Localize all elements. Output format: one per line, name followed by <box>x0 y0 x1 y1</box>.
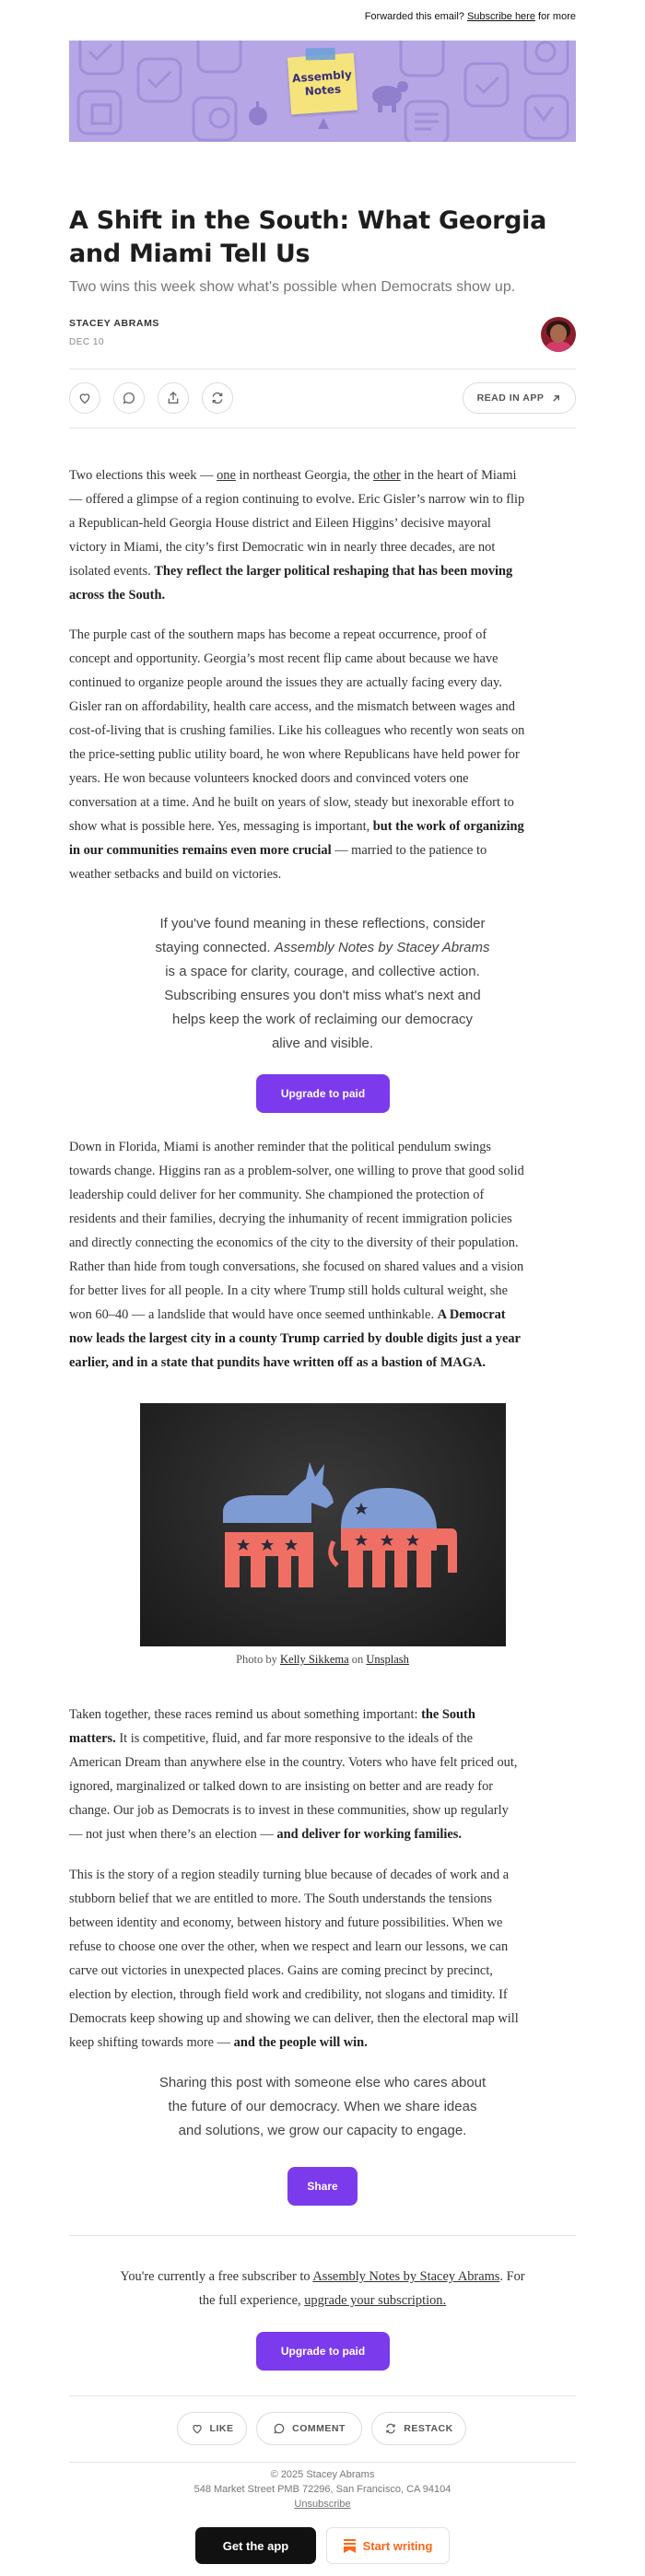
share-icon <box>166 391 181 405</box>
donkey-icon <box>223 1462 334 1587</box>
share-cta <box>129 2071 516 2143</box>
p2-line: The purple cast of the southern maps has become a repeat occurrence, proof of <box>69 627 487 642</box>
comment-icon <box>122 391 136 405</box>
p2-line: the price-setting public utility board, he won where Republicans have held power for <box>69 747 520 762</box>
p5-line: between identity and economy, between history and future possibilities. When we <box>69 1915 503 1930</box>
p1-line: a Republican-held Georgia House district and Eileen Higgins’ decisive mayoral <box>69 516 491 531</box>
bold-span: but the work of organizing <box>372 819 524 834</box>
restack-label: RESTACK <box>404 2423 453 2434</box>
read-in-app-button[interactable] <box>463 382 576 414</box>
italic-publication-name: Assembly Notes by Stacey Abrams <box>274 940 490 955</box>
bold-span: earlier, and in a state that pundits have written off as a bastion of MAGA. <box>69 1355 486 1370</box>
p3-line: towards change. Higgins ran as a problem-solver, one willing to prove that good solid <box>69 1164 524 1178</box>
heart-icon <box>191 2422 204 2435</box>
restack-button[interactable] <box>202 382 233 414</box>
bold-span: A Democrat <box>437 1307 506 1322</box>
p2-line: cost-of-living that is crushing families. Like his colleagues who recently won seats on <box>69 723 525 738</box>
p5-line: stubborn belief that we are entitled to more. The South understands the tensions <box>69 1891 492 1906</box>
start-writing-button[interactable] <box>326 2527 450 2564</box>
forwarded-notice <box>365 11 576 22</box>
divider-subscriber <box>69 2235 576 2236</box>
bold-span: and the people will win. <box>233 2035 368 2050</box>
subscribe-cta <box>129 912 516 1056</box>
p2-line <box>69 838 576 862</box>
donkey-elephant-photo[interactable] <box>140 1403 506 1646</box>
text-span: the full experience, <box>198 2293 305 2308</box>
text-span: . For <box>499 2269 525 2284</box>
text-span: Two elections this week — <box>69 468 217 483</box>
bold-span: across the South. <box>69 588 166 603</box>
text-span: on <box>348 1653 367 1666</box>
bold-span: in our communities remains even more crucial <box>69 843 332 858</box>
divider-bottom-actions <box>69 2395 576 2396</box>
text-span: Taken together, these races remind us about something important: <box>69 1707 422 1722</box>
subscriber-notice <box>88 2265 557 2313</box>
paragraph-3 <box>69 1135 576 1375</box>
cta-line: If you've found meaning in these reflections, consider <box>159 916 486 931</box>
unsubscribe-link[interactable]: Unsubscribe <box>294 2499 351 2510</box>
p2-line: conversation at a time. And he built on years of slow, steady but inexorable effort to <box>69 795 514 810</box>
p4-line <box>69 1703 576 1727</box>
restack-icon <box>210 391 225 405</box>
p5-line: This is the story of a region steadily turning blue because of decades of work and a <box>69 1868 510 1882</box>
comment-label: COMMENT <box>292 2423 346 2434</box>
share-post-button[interactable]: Share <box>287 2167 358 2206</box>
text-span: show what is possible here. Yes, messaging is important, <box>69 819 373 834</box>
share-button[interactable] <box>158 382 189 414</box>
cta-line: and solutions, we grow our capacity to engage. <box>178 2123 467 2138</box>
comment-button[interactable] <box>113 382 145 414</box>
restack-icon <box>384 2422 397 2435</box>
text-span: You're currently a free subscriber to <box>120 2269 313 2284</box>
p4-line <box>69 1727 576 1751</box>
post-subtitle: Two wins this week show what's possible when Democrats show up. <box>69 279 516 295</box>
bold-span: the South <box>421 1707 475 1722</box>
divider-footer <box>69 2462 576 2463</box>
bold-span: They reflect the larger political reshaping that has been moving <box>154 564 513 579</box>
for-more-text: for more <box>538 11 576 22</box>
get-the-app-button[interactable]: Get the app <box>195 2527 316 2564</box>
restack-pill-button[interactable] <box>371 2412 466 2445</box>
comment-icon <box>273 2422 286 2435</box>
p2-line: concept and opportunity. Georgia’s most recent flip came about because we have <box>69 651 498 666</box>
avatar-face <box>550 324 567 343</box>
post-title[interactable] <box>69 205 576 271</box>
photo-caption <box>69 1653 576 1667</box>
p3-line: residents and their families, decrying the inhumanity of recent immigration policies <box>69 1212 512 1226</box>
p2-line: years. He won because volunteers knocked doors and convinced voters one <box>69 771 469 786</box>
p4-line: change. Our job as Democrats is to invest in these communities, show up regularly <box>69 1803 509 1818</box>
p2-line <box>69 814 576 838</box>
link-one[interactable]: one <box>217 468 236 483</box>
p5-line: refuse to choose one over the other, when we respect and learn our lessons, we can <box>69 1939 509 1954</box>
paragraph-2 <box>69 623 576 886</box>
upgrade-subscription-link[interactable]: upgrade your subscription. <box>304 2293 447 2308</box>
p1-line <box>69 559 576 583</box>
elephant-icon <box>331 1488 457 1587</box>
p2-line: Gisler ran on affordability, health care access, and the mismatch between wages and <box>69 699 515 714</box>
cta-line: alive and visible. <box>271 1036 374 1051</box>
link-other[interactable]: other <box>373 468 401 483</box>
p1-line: victory in Miami, the city’s first Democratic win in nearly three decades, are not <box>69 540 496 555</box>
p4-line: American Dream than anywhere else in the country. Voters who have felt priced out, <box>69 1755 518 1770</box>
p3-line: Down in Florida, Miami is another reminder that the political pendulum swings <box>69 1140 492 1154</box>
publication-link[interactable]: Assembly Notes by Stacey Abrams <box>312 2269 500 2284</box>
post-date: DEC 10 <box>69 337 105 347</box>
logo-line1: Assembly <box>291 67 353 86</box>
substack-logo-icon <box>344 2539 356 2553</box>
subscriber-line <box>88 2289 557 2313</box>
text-span: It is competitive, fluid, and far more responsive to the ideals of the <box>115 1731 473 1746</box>
p3-line: for better lives for all people. In a city where Trump still holds cultural weight, she <box>69 1283 508 1298</box>
cta-line: Subscribing ensures you don't miss what's next and <box>164 988 481 1003</box>
paragraph-5 <box>69 1863 576 2055</box>
paragraph-4 <box>69 1703 576 1846</box>
p4-line <box>69 1822 576 1846</box>
p5-line: election by election, through field work and credibility, not slogans and timidity. If <box>69 1987 508 2002</box>
comment-pill-button[interactable] <box>256 2412 362 2445</box>
upgrade-to-paid-button-bottom[interactable]: Upgrade to paid <box>256 2332 390 2371</box>
party-mascots-illustration <box>140 1403 506 1646</box>
bold-span: matters. <box>69 1731 116 1746</box>
p3-line: Rather than hide from tough conversations, she focused on shared values and a vision <box>69 1259 524 1274</box>
p3-line: and directly connecting the economics of the city to the diversity of their population. <box>69 1235 519 1250</box>
read-in-app-label: READ IN APP <box>476 392 545 404</box>
text-span: staying connected. <box>155 940 275 955</box>
footer-copyright: © 2025 Stacey Abrams <box>270 2469 375 2480</box>
text-span: in northeast Georgia, the <box>235 468 374 483</box>
p5-line <box>69 2031 576 2055</box>
forwarded-text: Forwarded this email? <box>364 11 464 22</box>
p1-line <box>69 583 576 607</box>
like-button[interactable] <box>69 382 100 414</box>
p1-line <box>69 463 576 487</box>
author-avatar[interactable] <box>541 317 576 352</box>
bold-span: now leads the largest city in a county Trump carried by double digits just a year <box>69 1331 521 1346</box>
p3-line <box>69 1351 576 1375</box>
text-span: in the heart of Miami <box>400 468 517 483</box>
subscribe-link[interactable]: Subscribe here <box>466 11 535 22</box>
tape-decoration <box>306 48 335 61</box>
post-title-line1: A Shift in the South: What Georgia <box>69 206 547 235</box>
heart-icon <box>77 391 92 405</box>
author-name[interactable]: STACEY ABRAMS <box>69 318 160 329</box>
subscriber-line <box>88 2265 557 2289</box>
p4-line: ignored, marginalized or talked down to are insisting on better and are ready for <box>69 1779 494 1794</box>
p5-line: Democrats keep showing up and showing we can deliver, then the electoral map will <box>69 2011 519 2026</box>
p2-line: continued to organize people around the issues they are actually facing every day. <box>69 675 502 690</box>
upgrade-to-paid-button[interactable]: Upgrade to paid <box>256 1074 390 1113</box>
publication-banner[interactable] <box>69 41 576 142</box>
assembly-notes-logo <box>287 53 358 115</box>
cta-line: Sharing this post with someone else who cares about <box>158 2075 487 2090</box>
cta-line: the future of our democracy. When we share ideas <box>168 2099 477 2114</box>
text-span: — not just when there’s an election — <box>69 1827 277 1842</box>
start-writing-label: Start writing <box>362 2538 433 2553</box>
p1-line: — offered a glimpse of a region continuing to evolve. Eric Gisler’s narrow win to flip <box>69 492 525 507</box>
footer-address: 548 Market Street PMB 72296, San Francisco, CA 94104 <box>194 2484 452 2495</box>
text-span: isolated events. <box>69 564 155 579</box>
cta-line: helps keep the work of reclaiming our democracy <box>172 1012 473 1027</box>
p5-line: carve out victories in unexpected places. Gains are coming precinct by precinct, <box>69 1963 493 1978</box>
divider-actions <box>69 427 576 428</box>
bold-span: and deliver for working families. <box>276 1827 462 1842</box>
p3-line <box>69 1327 576 1351</box>
cta-line <box>129 936 516 960</box>
p2-line: weather setbacks and build on victories. <box>69 867 282 882</box>
arrow-up-right-icon <box>551 393 561 404</box>
p3-line: leadership could deliver for her community. She championed the protection of <box>69 1188 485 1202</box>
like-label: LIKE <box>209 2423 234 2434</box>
text-span: keep shifting towards more — <box>69 2035 234 2050</box>
like-pill-button[interactable] <box>177 2412 247 2445</box>
text-span: Photo by <box>236 1653 280 1666</box>
logo-line2: Notes <box>304 82 342 99</box>
text-span: won 60–40 — a landslide that would have once seemed unthinkable. <box>69 1307 438 1322</box>
paragraph-1 <box>69 463 576 607</box>
text-span: — married to the patience to <box>331 843 487 858</box>
post-title-line2: and Miami Tell Us <box>69 240 311 268</box>
p3-line <box>69 1303 576 1327</box>
unsplash-link[interactable]: Unsplash <box>366 1653 409 1666</box>
cta-line: is a space for clarity, courage, and collective action. <box>165 964 480 979</box>
photographer-link[interactable]: Kelly Sikkema <box>280 1653 349 1666</box>
